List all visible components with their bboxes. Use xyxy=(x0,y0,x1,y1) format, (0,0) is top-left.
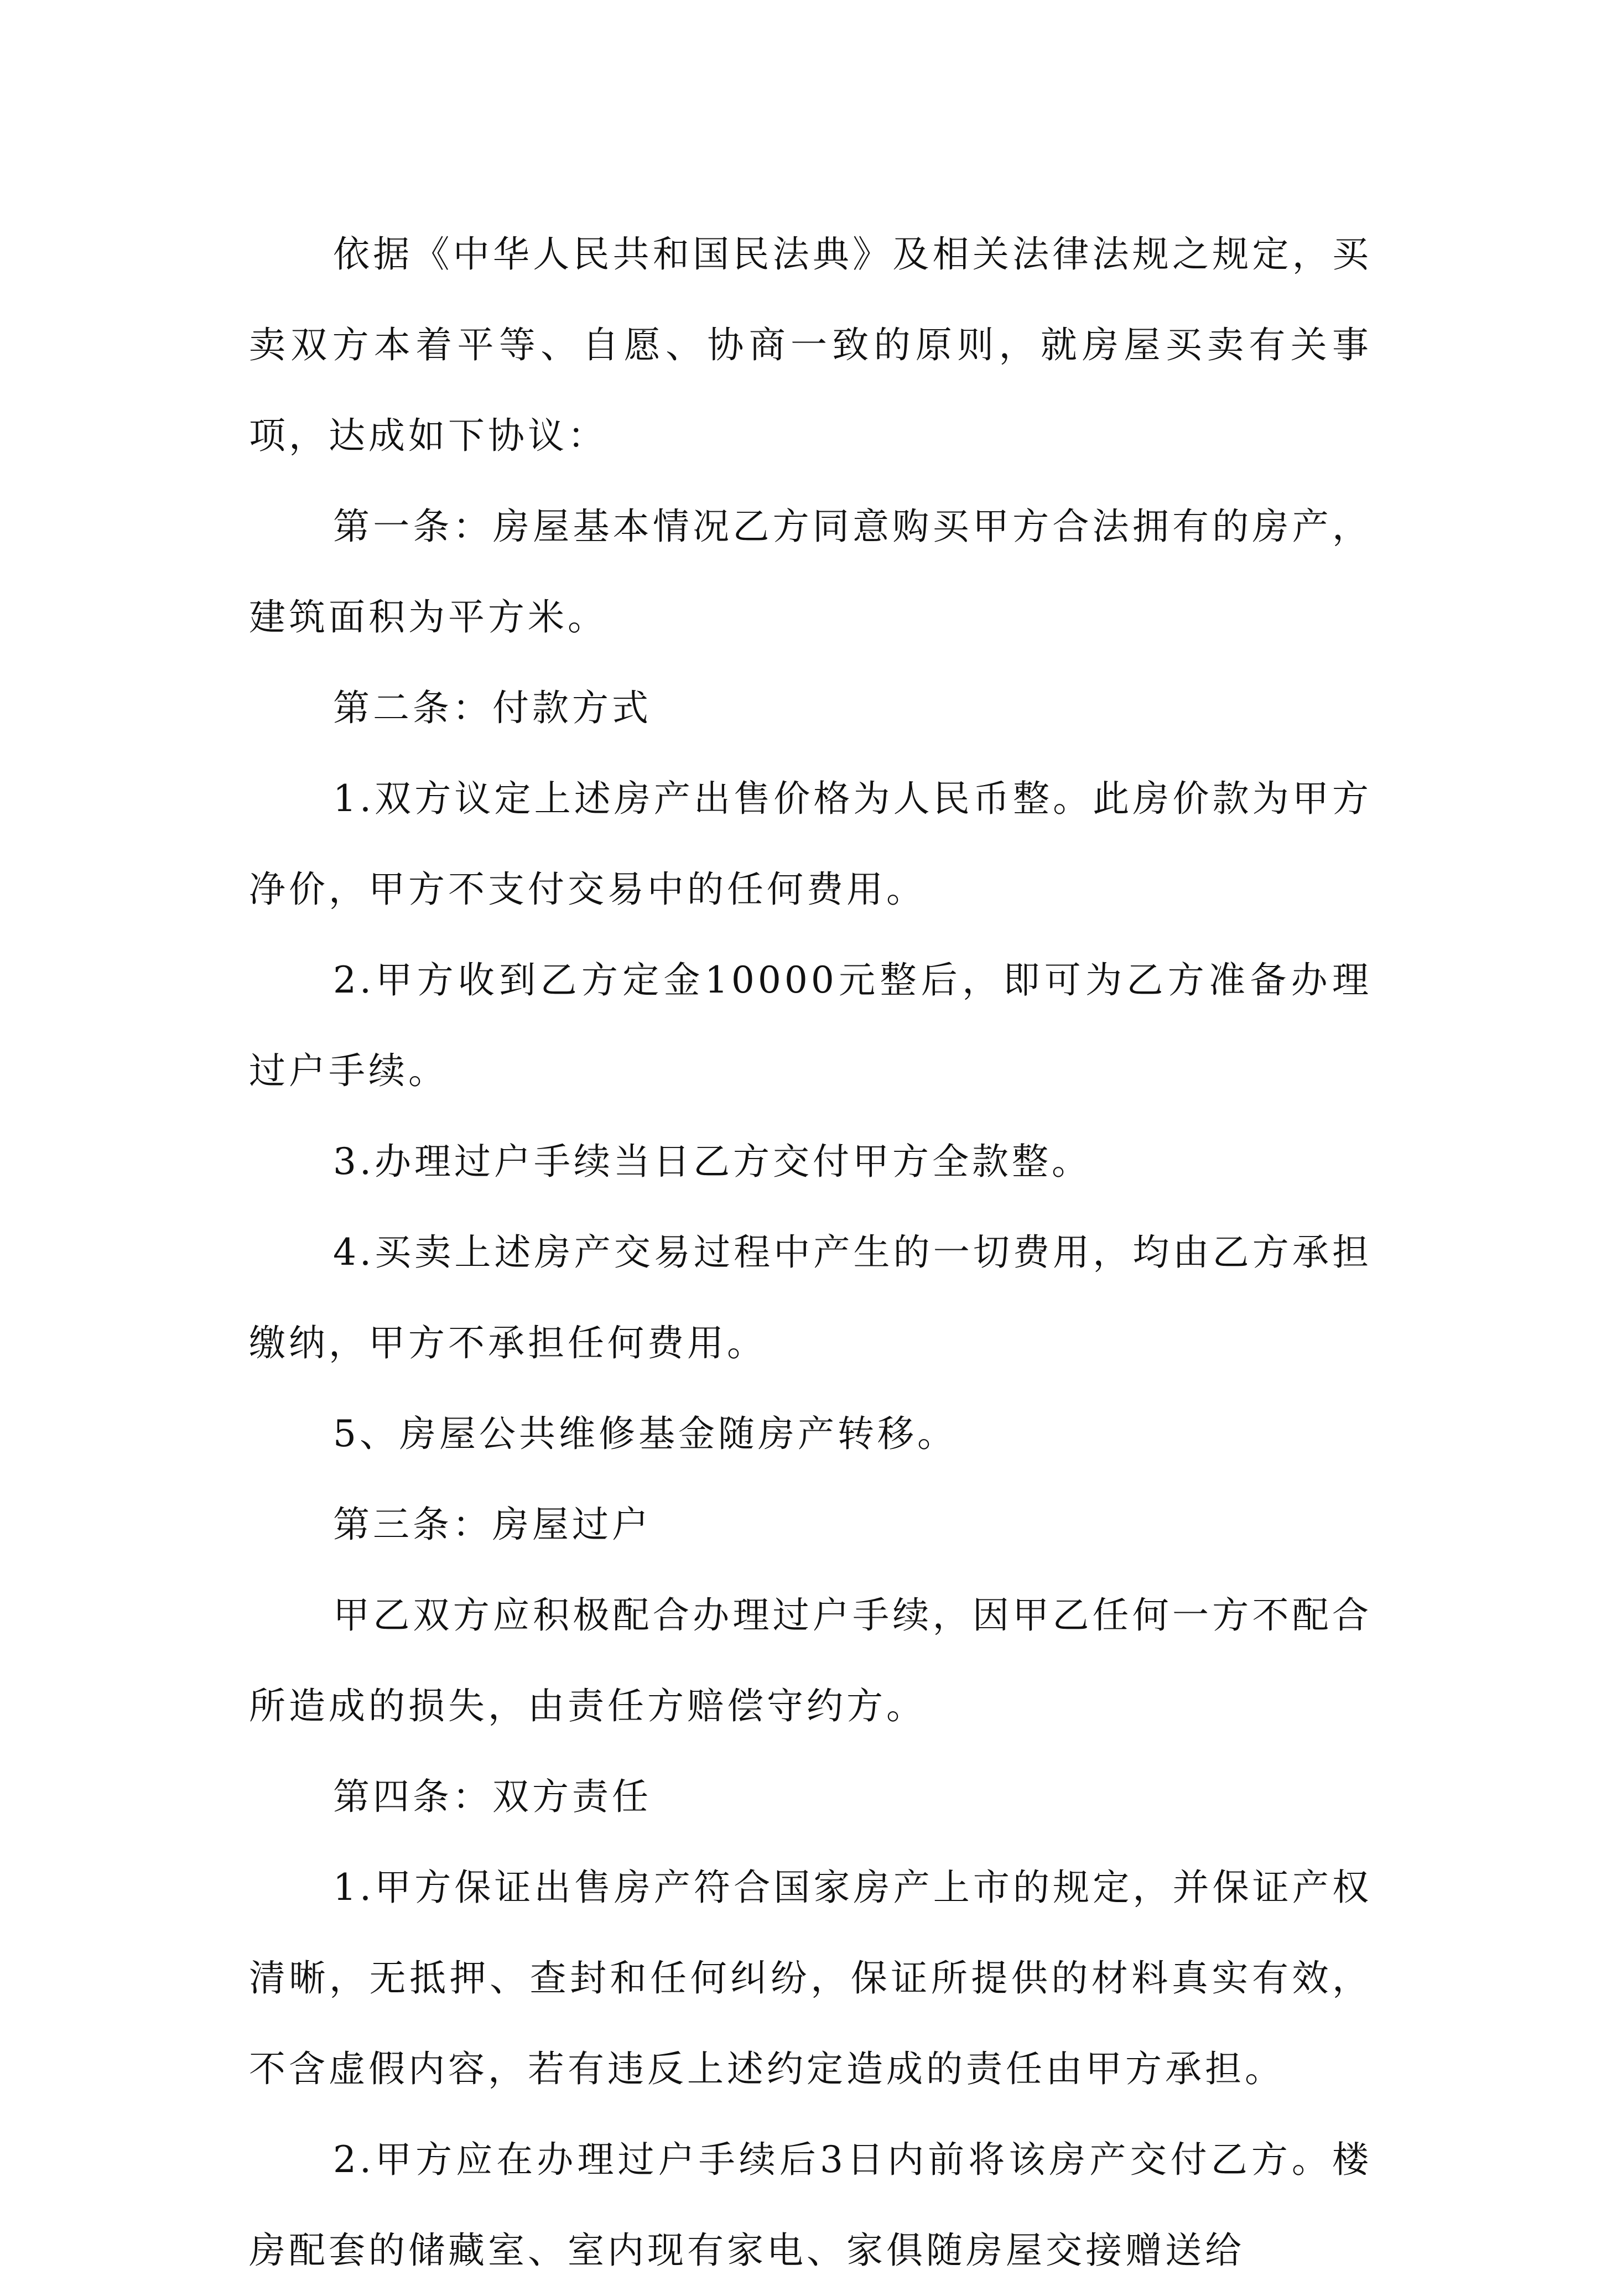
article-2-heading: 第二条：付款方式 xyxy=(333,687,652,729)
article-2-item-2: 2.甲方收到乙方定金10000元整后，即可为乙方准备办理过户手续。 xyxy=(249,959,1372,1092)
article-1-paragraph: 第一条：房屋基本情况乙方同意购买甲方合法拥有的房产，建筑面积为平方米。 xyxy=(249,505,1372,638)
article-2-item-3: 3.办理过户手续当日乙方交付甲方全款整。 xyxy=(333,1140,1091,1183)
article-2-item-4: 4.买卖上述房产交易过程中产生的一切费用，均由乙方承担缴纳，甲方不承担任何费用。 xyxy=(249,1231,1372,1364)
article-3-heading: 第三条：房屋过户 xyxy=(333,1503,652,1546)
intro-paragraph: 依据《中华人民共和国民法典》及相关法律法规之规定，买卖双方本着平等、自愿、协商一致的原则，就房屋买卖有关事项，达成如下协议： xyxy=(249,233,1372,457)
article-3-paragraph: 甲乙双方应积极配合办理过户手续，因甲乙任何一方不配合所造成的损失，由责任方赔偿守约方。 xyxy=(249,1594,1372,1727)
article-2-item-5: 5、房屋公共维修基金随房产转移。 xyxy=(333,1412,957,1455)
article-2-item-1: 1.双方议定上述房产出售价格为人民币整。此房价款为甲方净价，甲方不支付交易中的任何费用。 xyxy=(249,777,1372,911)
article-4-heading: 第四条：双方责任 xyxy=(333,1775,652,1818)
article-4-item-1: 1.甲方保证出售房产符合国家房产上市的规定，并保证产权清晰，无抵押、查封和任何纠纷，保证所提供的材料真实有效，不含虚假内容，若有违反上述约定造成的责任由甲方承担。 xyxy=(249,1866,1372,2090)
article-4-item-2: 2.甲方应在办理过户手续后3日内前将该房产交付乙方。楼房配套的储藏室、室内现有家电、家俱随房屋交接赠送给 xyxy=(249,2138,1372,2272)
document-body xyxy=(249,209,1372,2296)
